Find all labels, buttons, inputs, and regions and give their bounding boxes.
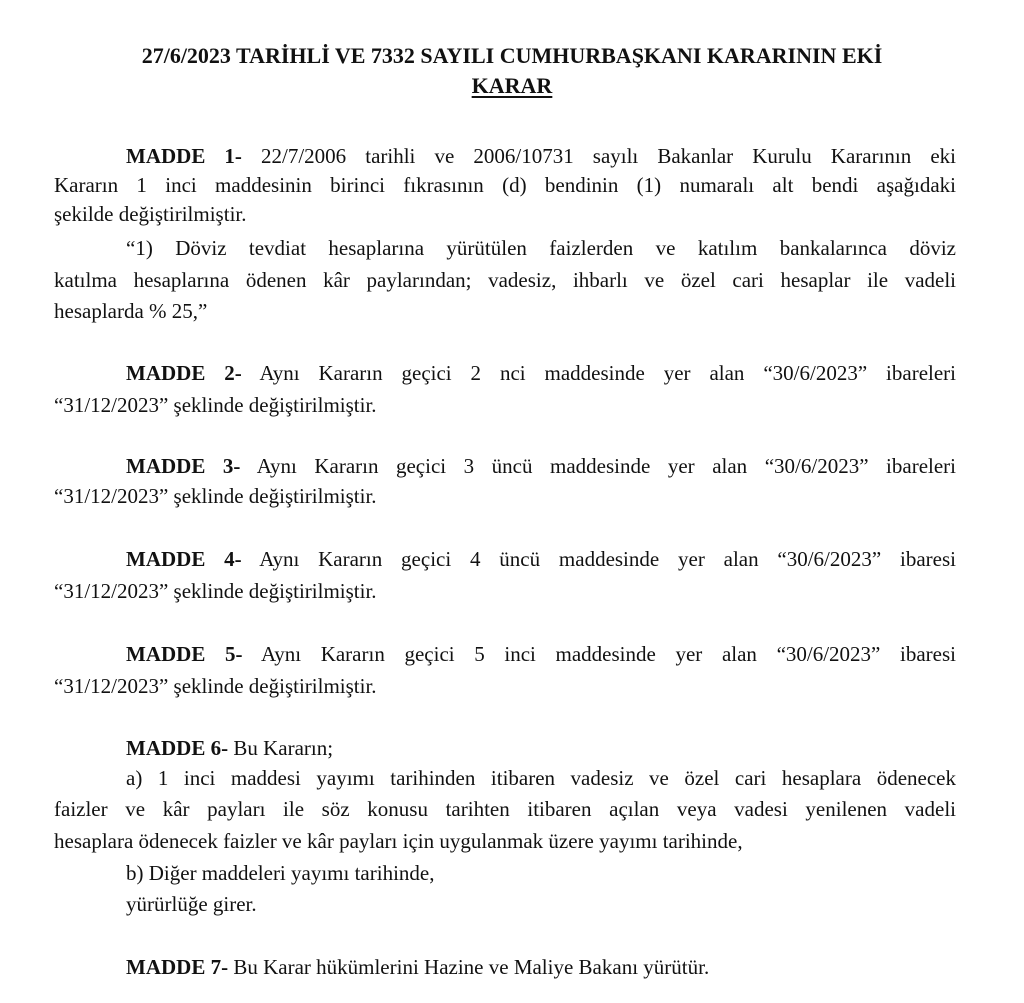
madde-2-line-2: “31/12/2023” şeklinde değiştirilmiştir. [54, 393, 377, 417]
madde-3-line-2: “31/12/2023” şeklinde değiştirilmiştir. [54, 484, 377, 508]
document-subtitle: KARAR [471, 73, 553, 98]
madde-6-item-a-line-2: faizler ve kâr payları ile söz konusu tarihten itibaren açılan veya vadesi yenilenen vadeli [54, 797, 956, 821]
madde-7-text: Bu Karar hükümlerini Hazine ve Maliye Bakanı yürütür. [233, 955, 710, 979]
madde-1-label: MADDE 1- [126, 144, 242, 168]
madde-1-line-2: Kararın 1 inci maddesinin birinci fıkrasının (d) bendinin (1) numaralı alt bendi aşağıdaki [54, 173, 956, 197]
madde-6-item-a-line-3: hesaplara ödenecek faizler ve kâr payları için uygulanmak üzere yayımı tarihinde, [54, 829, 743, 853]
madde-1-quote-line-3: hesaplarda % 25,” [54, 299, 208, 323]
madde-6-text: Bu Kararın; [233, 736, 334, 760]
madde-5-line-2: “31/12/2023” şeklinde değiştirilmiştir. [54, 674, 377, 698]
madde-1-quote-line-2: katılma hesaplarına ödenen kâr paylarından; vadesiz, ihbarlı ve özel cari hesaplar ile vadeli [54, 268, 956, 292]
madde-5-label: MADDE 5- [126, 642, 243, 666]
madde-4-line-2: “31/12/2023” şeklinde değiştirilmiştir. [54, 579, 377, 603]
madde-5-line-1 [126, 640, 956, 668]
madde-2-label: MADDE 2- [126, 361, 242, 385]
madde-6-line-1 [126, 734, 956, 762]
madde-1-line-3: şekilde değiştirilmiştir. [54, 202, 247, 226]
madde-4-line-1 [126, 545, 956, 573]
document-title: 27/6/2023 TARİHLİ VE 7332 SAYILI CUMHURBAŞKANI KARARININ EKİ [141, 43, 883, 68]
madde-3-text: Aynı Kararın geçici 3 üncü maddesinde yer alan “30/6/2023” ibareleri [256, 454, 956, 478]
madde-6-closing: yürürlüğe girer. [126, 892, 257, 916]
madde-1-text: 22/7/2006 tarihli ve 2006/10731 sayılı Bakanlar Kurulu Kararının eki [260, 144, 956, 168]
madde-6-item-b-line-1: b) Diğer maddeleri yayımı tarihinde, [126, 861, 435, 885]
madde-4-label: MADDE 4- [126, 547, 242, 571]
madde-6-item-a-line-1: a) 1 inci maddesi yayımı tarihinden itibaren vadesiz ve özel cari hesaplara ödenecek [126, 766, 956, 790]
madde-1-line-1 [126, 142, 956, 170]
madde-5-text: Aynı Kararın geçici 5 inci maddesinde yer alan “30/6/2023” ibaresi [260, 642, 956, 666]
madde-2-text: Aynı Kararın geçici 2 nci maddesinde yer alan “30/6/2023” ibareleri [259, 361, 956, 385]
madde-2-line-1 [126, 359, 956, 387]
madde-1-quote-line-1: “1) Döviz tevdiat hesaplarına yürütülen faizlerden ve katılım bankalarınca döviz [126, 236, 956, 260]
madde-6-label: MADDE 6- [126, 736, 229, 760]
madde-4-text: Aynı Kararın geçici 4 üncü maddesinde yer alan “30/6/2023” ibaresi [259, 547, 956, 571]
madde-3-line-1 [126, 452, 956, 480]
madde-3-label: MADDE 3- [126, 454, 241, 478]
madde-7-label: MADDE 7- [126, 955, 229, 979]
madde-7-line-1 [126, 953, 956, 981]
